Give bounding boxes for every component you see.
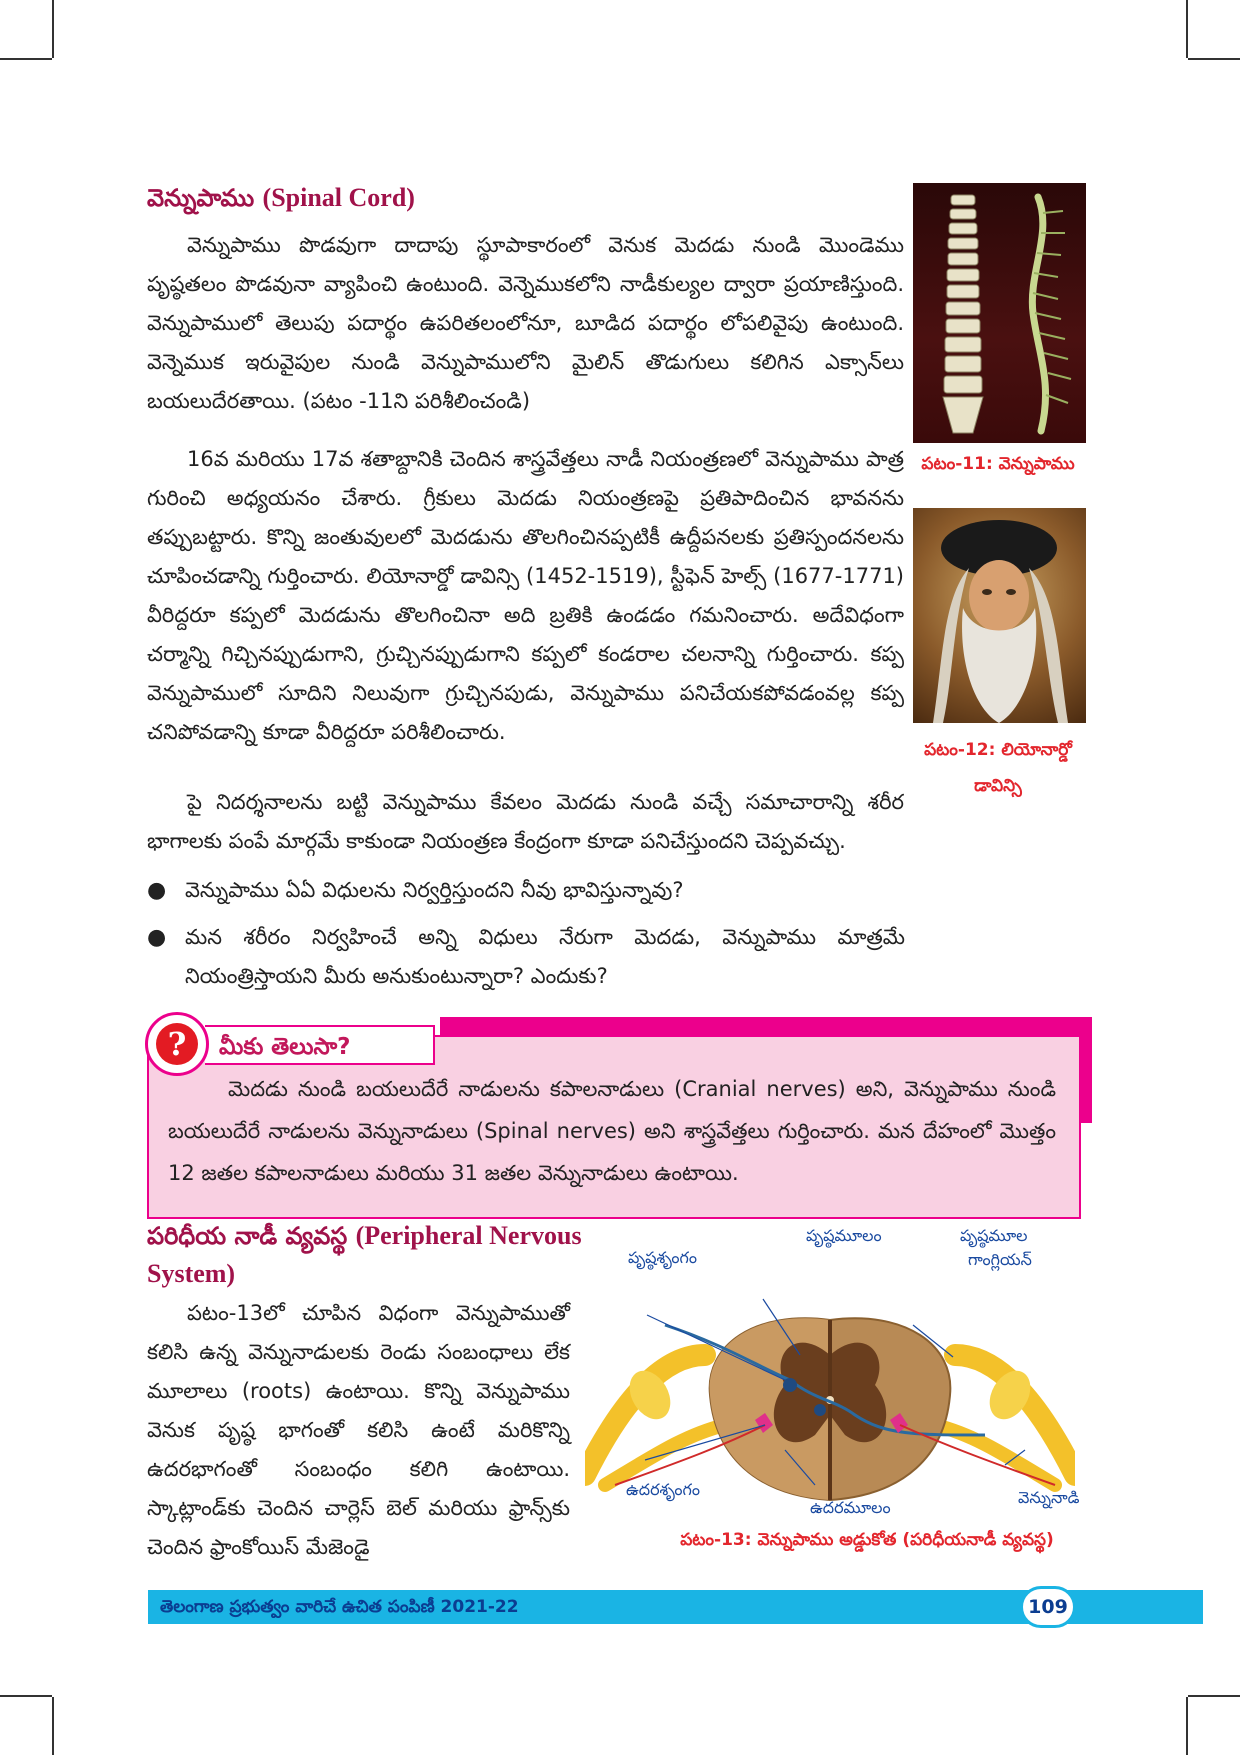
paragraph-3 [147, 783, 904, 861]
label-ventral-horn: ఉదరశృంగం [626, 1480, 700, 1499]
bullet-dot-icon: ● [147, 925, 167, 950]
bullet-2-text: మన శరీరం నిర్వహించే అన్ని విధులు నేరుగా మెదడు, వెన్నుపాము మాత్రమే నియంత్రిస్తాయని మీరు అనుకుంటున్నారా? ఎందుకు? [185, 925, 905, 988]
figure-11-caption: పటం-11: వెన్నుపాము [921, 454, 1075, 474]
heading-telugu: వెన్నుపాము [147, 184, 255, 212]
paragraph-1 [147, 226, 904, 421]
bullet-1-text: వెన్నుపాము ఏఏ విధులను నిర్వర్తిస్తుందని నీవు భావిస్తున్నావు? [185, 878, 684, 902]
question-mark-icon [145, 1012, 209, 1076]
crop-mark [1186, 0, 1188, 58]
figure-13-caption: పటం-13: వెన్నుపాము అడ్డుకోత (పరిధీయనాడీ వ్యవస్థ) [680, 1530, 1054, 1550]
heading-english-1: (Peripheral Nervous [355, 1221, 582, 1250]
paragraph-3-text: పై నిదర్శనాలను బట్టి వెన్నుపాము కేవలం మెదడు నుండి వచ్చే సమాచారాన్ని శరీర భాగాలకు పంపే మార్గమే కాకుండా నియంత్రణ కేంద్రంగా కూడా పనిచేస్తుందని చెప్పవచ్చు. [147, 790, 904, 853]
paragraph-peripheral [147, 1294, 570, 1567]
heading-telugu: పరిధీయ నాడీ వ్యవస్థ [147, 1222, 348, 1250]
label-dorsal-horn: పృష్ఠశృంగం [628, 1248, 697, 1267]
paragraph-2 [147, 440, 904, 752]
spinal-cord-cross-section [585, 1285, 1075, 1505]
label-dorsal-root: పృష్ఠమూలం [806, 1226, 882, 1245]
did-you-know-title: మీకు తెలుసా? [205, 1025, 435, 1065]
question-glyph: ? [156, 1023, 198, 1065]
bullet-item-1 [147, 871, 905, 910]
paragraph-peripheral-text: పటం-13లో చూపిన విధంగా వెన్నుపాముతో కలిసి ఉన్న వెన్నునాడులకు రెండు సంబంధాలు లేక మూలాలు (roots) ఉంటాయి. కొన్ని వెన్నుపాము వెనుక పృష్ఠ భాగంతో కలిసి ఉంటే మరికొన్ని ఉదరభాగంతో సంబంధం కలిగి ఉంటాయి. స్కాట్లాండ్‌కు చెందిన చార్లెస్ బెల్ మరియు ఫ్రాన్స్‌కు చెందిన ఫ్రాంకోయిస్ మేజెండై [147, 1301, 570, 1559]
crop-mark [0, 1695, 52, 1697]
paragraph-1-text: వెన్నుపాము పొడవుగా దాదాపు స్థూపాకారంలో వెనుక మెదడు నుండి మొండెము పృష్ఠతలం పొడవునా వ్యాపించి ఉంటుంది. వెన్నెముకలోని నాడీకుల్యల ద్వారా ప్రయాణిస్తుంది. వెన్నుపాములో తెలుపు పదార్థం ఉపరితలంలోనూ, బూడిద పదార్థం లోపలివైపు ఉంటుంది. వెన్నెముక ఇరువైపుల నుండి వెన్నుపాములోని మైలిన్ తొడుగులు కలిగిన ఎక్సాన్‌లు బయలుదేరతాయి. (పటం -11ని పరిశీలించండి) [147, 233, 904, 413]
section-heading-peripheral [147, 1217, 587, 1293]
heading-english-2: System) [147, 1259, 236, 1288]
portrait-illustration [913, 508, 1086, 723]
bullet-dot-icon: ● [147, 878, 167, 903]
crop-mark [52, 1697, 54, 1755]
leonardo-portrait [913, 508, 1086, 723]
page-number: 109 [1020, 1586, 1076, 1628]
figure-12-caption-line-2: డావిన్సి [974, 776, 1022, 796]
label-dorsal-ganglion-2: గాంగ్లియన్ [968, 1250, 1032, 1269]
spine-image [913, 183, 1086, 443]
crop-mark [0, 58, 52, 60]
heading-english: (Spinal Cord) [262, 183, 415, 212]
spine-illustration [913, 183, 1086, 443]
label-spinal-nerve: వెన్నునాడి [1018, 1488, 1080, 1507]
cross-section-diagram [585, 1285, 1075, 1505]
crop-mark [1188, 58, 1240, 60]
bullet-item-2 [147, 918, 905, 996]
section-heading-spinal-cord [147, 183, 415, 218]
crop-mark [1188, 1695, 1240, 1697]
did-you-know-paragraph: మెదడు నుండి బయలుదేరే నాడులను కపాలనాడులు (Cranial nerves) అని, వెన్నుపాము నుండి బయలుదేరే నాడులను వెన్నునాడులు (Spinal nerves) అని శాస్త్రవేత్తలు గుర్తించారు. మన దేహంలో మొత్తం 12 జతల కపాలనాడులు మరియు 31 జతల వెన్నునాడులు ఉంటాయి. [168, 1077, 1056, 1185]
label-dorsal-ganglion-1: పృష్ఠమూల [960, 1226, 1028, 1245]
figure-12-caption-line-1: పటం-12: లియోనార్డో [924, 740, 1072, 760]
footer-text: తెలంగాణ ప్రభుత్వం వారిచే ఉచిత పంపిణీ 2021-22 [160, 1597, 519, 1617]
did-you-know-text [168, 1068, 1056, 1194]
label-ventral-root: ఉదరమూలం [810, 1498, 891, 1517]
paragraph-2-text: 16వ మరియు 17వ శతాబ్దానికి చెందిన శాస్త్రవేత్తలు నాడీ నియంత్రణలో వెన్నుపాము పాత్ర గురించి అధ్యయనం చేశారు. గ్రీకులు మెదడు నియంత్రణపై ప్రతిపాదించిన భావనను తప్పుబట్టారు. కొన్ని జంతువులలో మెదడును తొలగించినప్పటికీ ఉద్దీపనలకు ప్రతిస్పందనలను చూపించడాన్ని గుర్తించారు. లియోనార్డో డావిన్సి (1452-1519), స్టీఫెన్ హెల్స్ (1677-1771) వీరిద్దరూ కప్పలో మెదడును తొలగించినా అది బ్రతికి ఉండడం గమనించారు. అదేవిధంగా చర్మాన్ని గిచ్చినప్పుడుగాని, గ్రుచ్చినప్పుడుగాని కప్పలో కండరాల చలనాన్ని గుర్తించారు. కప్ప వెన్నుపాములో సూదిని నిలువుగా గ్రుచ్చినపుడు, వెన్నుపాము పనిచేయకపోవడంవల్ల కప్ప చనిపోవడాన్ని కూడా వీరిద్దరూ పరిశీలించారు. [147, 447, 904, 744]
crop-mark [1186, 1697, 1188, 1755]
crop-mark [52, 0, 54, 58]
